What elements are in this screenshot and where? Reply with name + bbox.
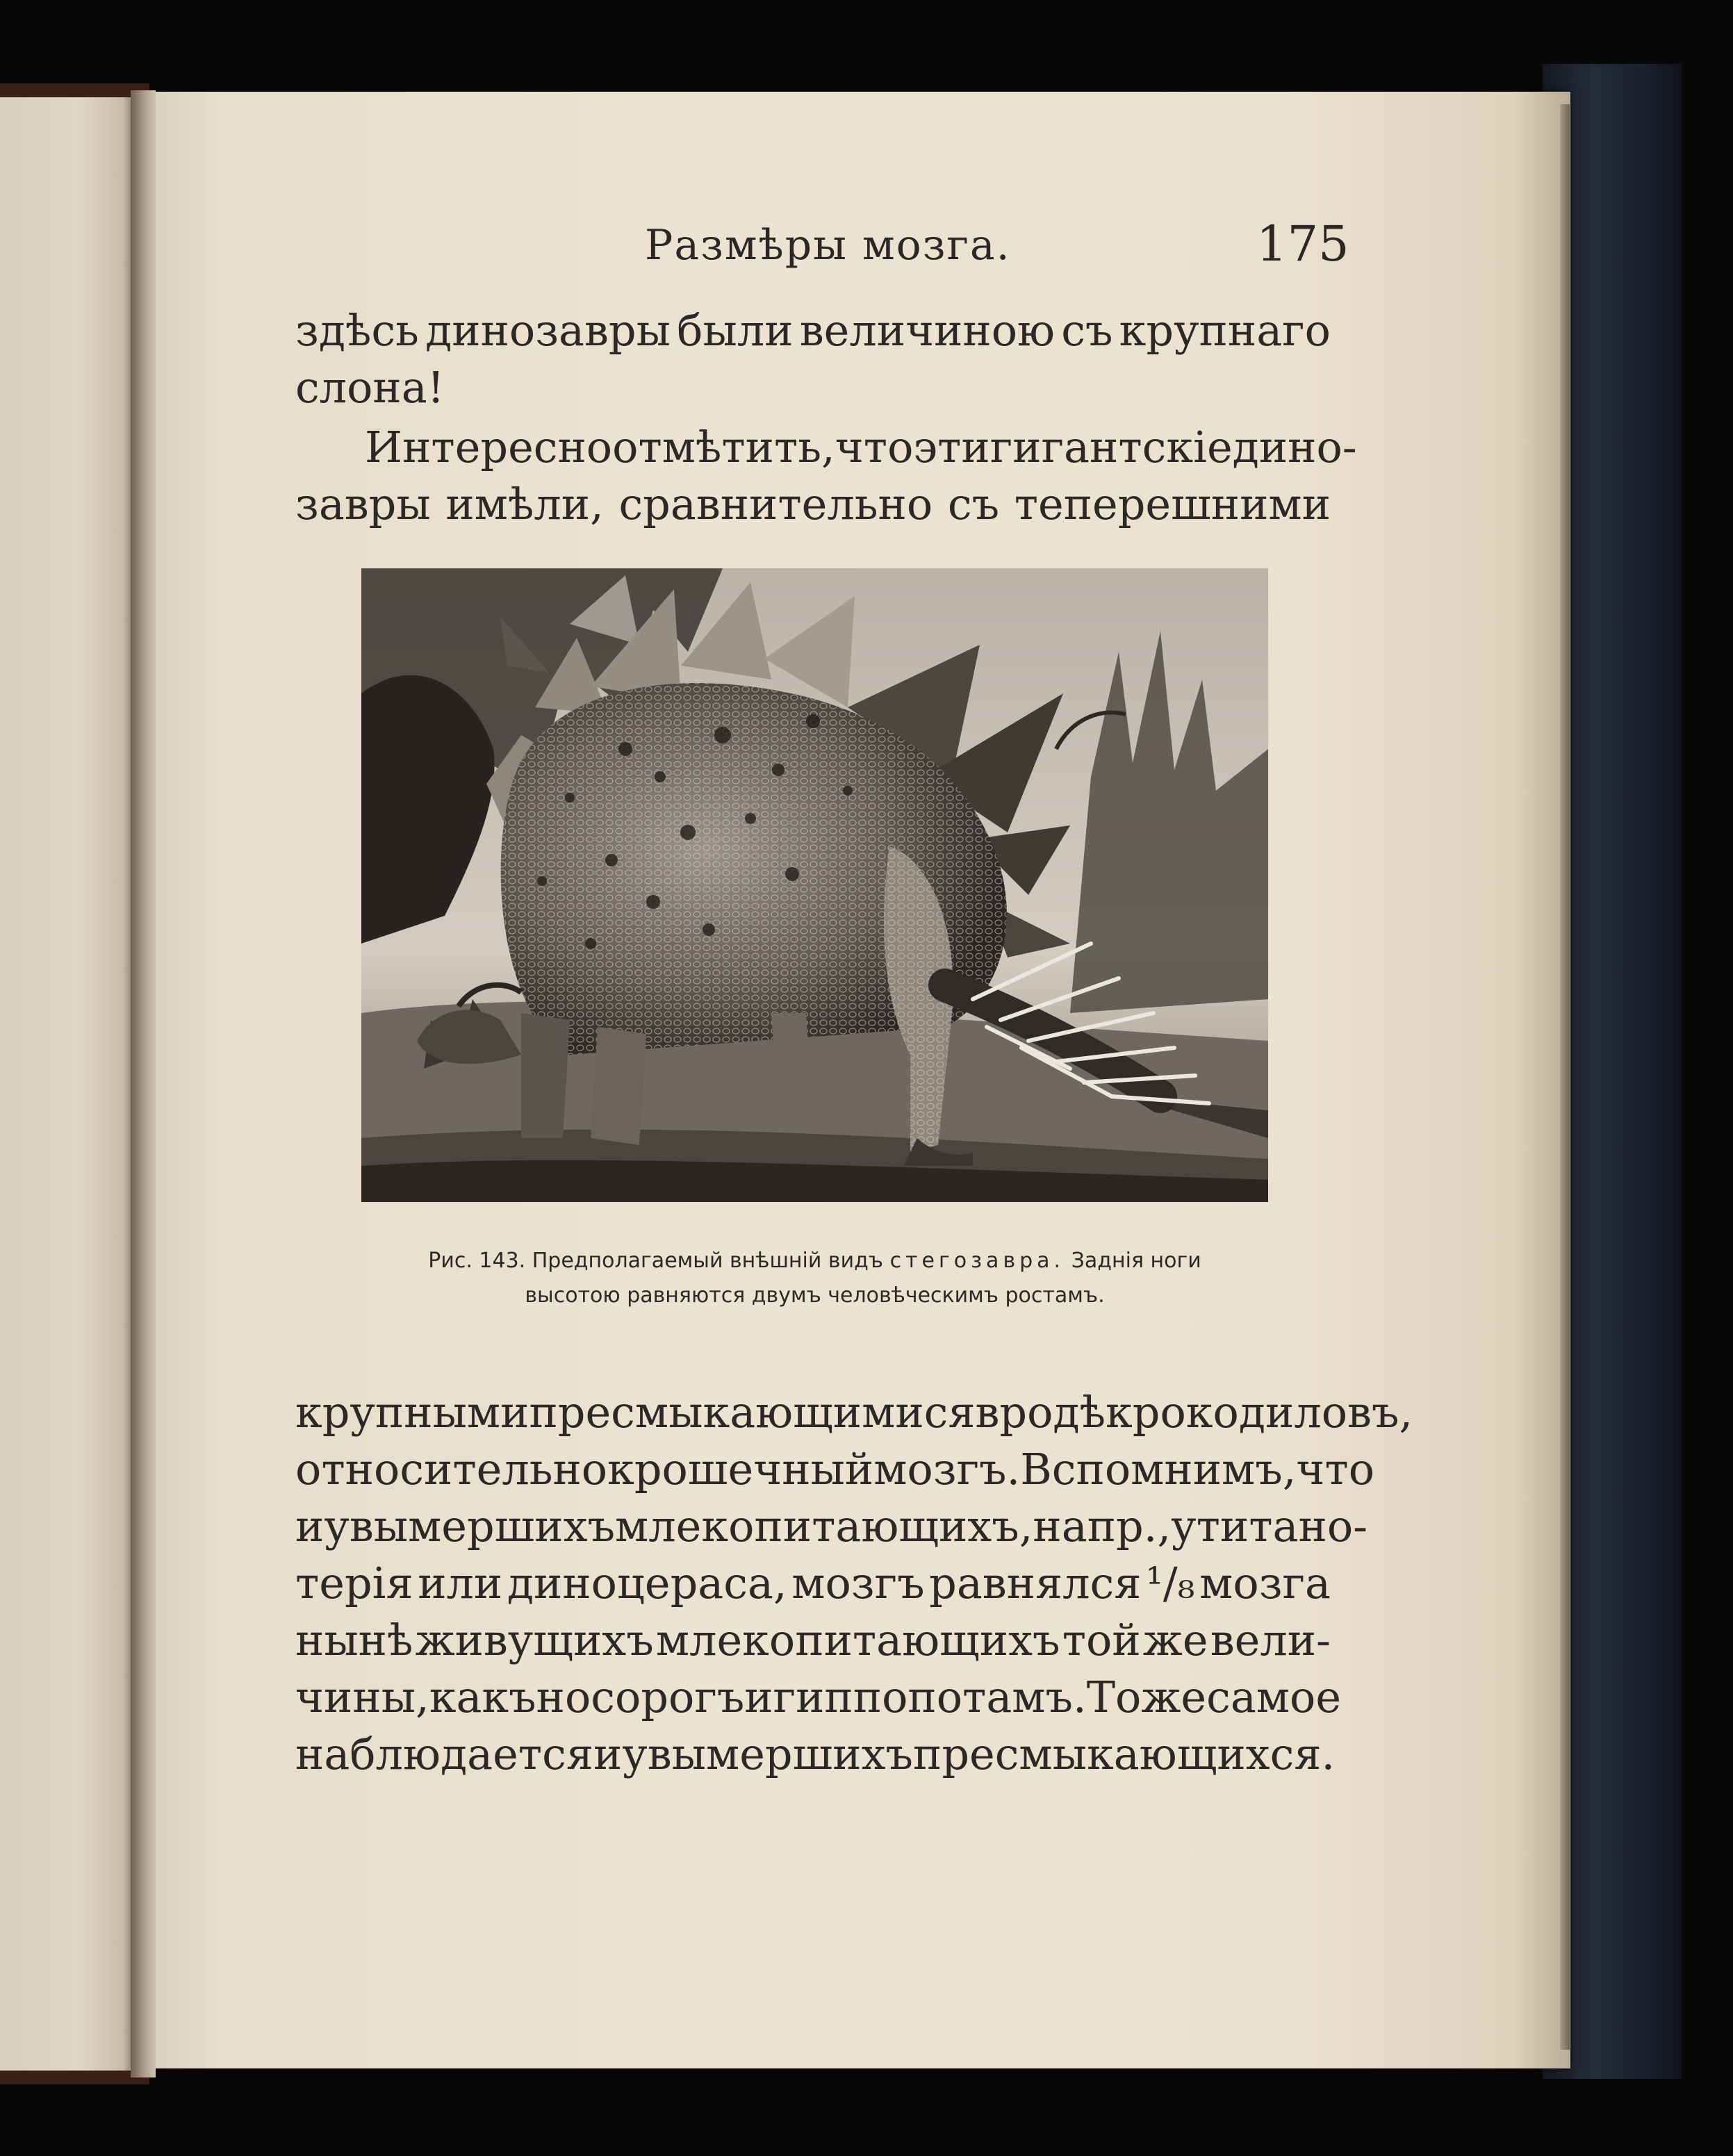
word: носорогъ (536, 1672, 745, 1722)
word: у (324, 1501, 350, 1552)
paragraph-second (295, 419, 1357, 533)
word: и (295, 1501, 325, 1552)
text-line (295, 476, 1331, 533)
left-facing-page (0, 97, 133, 2071)
word: То (1086, 1672, 1142, 1722)
word: съ (947, 479, 1000, 529)
word: той (1062, 1615, 1141, 1665)
word: или (418, 1558, 503, 1608)
text-line (295, 1441, 1375, 1498)
caption-prefix: Рис. 143. Предполагаемый внѣшній видъ (428, 1249, 884, 1273)
word: млекопитающихъ (655, 1615, 1060, 1665)
word: напр., (1033, 1501, 1172, 1552)
word: у (622, 1729, 648, 1779)
word: эти (913, 422, 990, 472)
word: гигантскіе (989, 422, 1233, 472)
word: динозавры (425, 305, 671, 356)
word: пресмыкающимися (529, 1387, 976, 1438)
word: вымершихъ (647, 1729, 913, 1779)
word: крупными (295, 1387, 529, 1438)
running-head (0, 215, 1733, 271)
caption-line-1 (361, 1244, 1268, 1278)
book-gutter (131, 90, 156, 2077)
paragraph-top (295, 302, 1331, 416)
word: какъ (429, 1672, 536, 1722)
word: крупнаго (1119, 305, 1331, 356)
word: млекопитающихъ, (615, 1501, 1033, 1552)
page-number: 175 (1256, 215, 1349, 272)
text-line (295, 1384, 1413, 1441)
word: у (1171, 1501, 1197, 1552)
word: и (593, 1729, 623, 1779)
text-line (295, 1612, 1331, 1669)
word: дино- (1232, 422, 1357, 472)
word: же (1142, 1615, 1208, 1665)
text-line (295, 419, 1357, 476)
paragraph-bottom (295, 1384, 1413, 1783)
text-line (295, 1669, 1342, 1726)
figure-caption (361, 1244, 1268, 1313)
word: диноцераса, (507, 1558, 787, 1608)
word: мозгъ. (873, 1444, 1021, 1495)
word: мозгъ (791, 1558, 925, 1608)
word: чины, (295, 1672, 429, 1722)
word: теперешними (1014, 479, 1331, 529)
word: мозга (1199, 1558, 1331, 1608)
running-head-title: Размѣры мозга. (645, 221, 1011, 270)
word: отмѣтить, (612, 422, 835, 472)
text-line (295, 1555, 1331, 1612)
word: что (835, 422, 914, 472)
word: наблюдается (295, 1729, 593, 1779)
word: величиною (799, 305, 1056, 356)
word: Интересно (365, 422, 613, 472)
word: терія (295, 1558, 413, 1608)
word: были (677, 305, 794, 356)
word: имѣли, (445, 479, 604, 529)
text-line (295, 1726, 1336, 1783)
word: нынѣ (295, 1615, 413, 1665)
word: сравнительно (618, 479, 933, 529)
text-line (295, 1498, 1368, 1555)
word: же (1141, 1672, 1207, 1722)
word: завры (295, 479, 431, 529)
word: крошечный (607, 1444, 874, 1495)
word: здѣсь (295, 305, 419, 356)
caption-line-2: высотою равняются двумъ человѣческимъ ростамъ. (525, 1283, 1105, 1308)
word: съ (1061, 305, 1113, 356)
word: гиппопотамъ. (773, 1672, 1087, 1722)
word: Вспомнимъ, (1020, 1444, 1297, 1495)
word: вродѣ (975, 1387, 1106, 1438)
word: вымершихъ (349, 1501, 616, 1552)
page-edge (1560, 104, 1570, 2050)
word: вели- (1210, 1615, 1331, 1665)
stegosaurus-illustration-icon (361, 568, 1268, 1202)
word: пресмыкающихся. (913, 1729, 1336, 1779)
text-line (295, 302, 1331, 359)
caption-species: стегозавра. (889, 1249, 1065, 1273)
stegosaurus-figure (361, 568, 1268, 1202)
text-line: слона! (295, 362, 445, 413)
word: относительно (295, 1444, 608, 1495)
word: равнялся (929, 1558, 1142, 1608)
word: ¹/₈ (1145, 1558, 1195, 1608)
word: самое (1206, 1672, 1342, 1722)
word: крокодиловъ, (1106, 1387, 1413, 1438)
word: и (744, 1672, 773, 1722)
word: живущихъ (415, 1615, 654, 1665)
word: титано- (1196, 1501, 1368, 1552)
caption-suffix: Заднія ноги (1071, 1249, 1201, 1273)
word: что (1296, 1444, 1375, 1495)
